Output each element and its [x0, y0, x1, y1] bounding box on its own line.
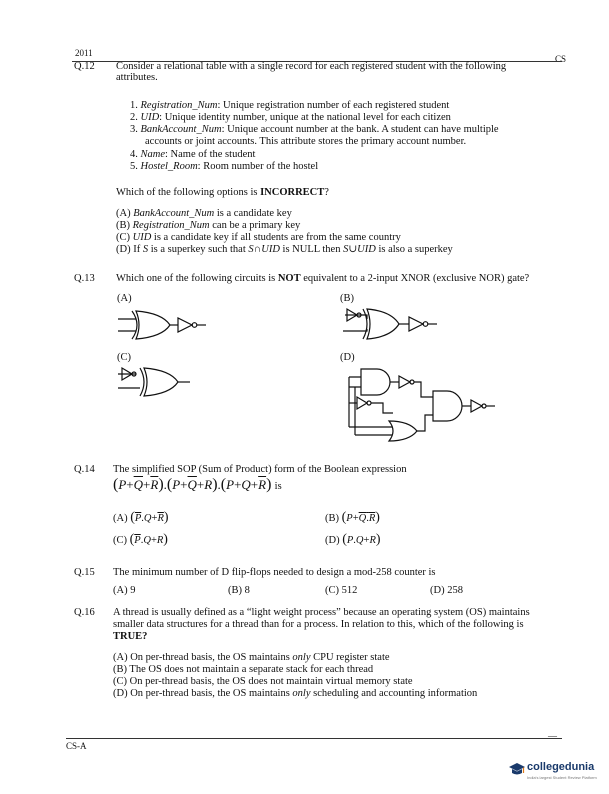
q12-number: Q.12 [74, 61, 95, 72]
q16-option-d: (D) On per-thread basis, the OS maintains only scheduling and accounting information [113, 688, 478, 699]
attribute-item: 4. Name: Name of the student [130, 149, 256, 160]
brand-name: collegedunia [527, 761, 595, 773]
q13-label-b: (B) [340, 293, 354, 304]
q16-stem-line3: TRUE? [113, 631, 148, 642]
footer-dash: — [548, 731, 557, 741]
q15-option-a: (A) 9 [113, 585, 136, 596]
q15-stem: The minimum number of D flip-flops needed to design a mod-258 counter is [113, 567, 436, 578]
q15-option-c: (C) 512 [325, 585, 358, 596]
attribute-item-continued: accounts or joint accounts. This attribute stores the primary account number. [145, 136, 467, 147]
q12-option-c: (C) UID is a candidate key if all students are from the same country [116, 232, 401, 243]
q16-option-b: (B) The OS does not maintain a separate stack for each thread [113, 664, 374, 675]
q12-stem-line2: attributes. [116, 72, 158, 83]
q12-stem-line1: Consider a relational table with a single record for each registered student with the following [116, 61, 507, 72]
q12-option-b: (B) Registration_Num can be a primary key [116, 220, 301, 231]
circuit-d-diagram [335, 365, 535, 460]
footer-code: CS-A [66, 741, 87, 751]
paper-code: CS [555, 54, 567, 64]
q16-option-a: (A) On per-thread basis, the OS maintains only CPU register state [113, 652, 390, 663]
q14-option-a: (A) $(\overline{P}.Q+\overline{R})$ [113, 510, 169, 525]
q13-label-a: (A) [117, 293, 132, 304]
q15-option-b: (B) 8 [228, 585, 250, 596]
attribute-item: 1. Registration_Num: Unique registration number of each registered student [130, 100, 450, 111]
attribute-item: 5. Hostel_Room: Room number of the hostel [130, 161, 319, 172]
q14-option-b: (B) (P+Q.R) [325, 510, 380, 525]
exam-year: 2011 [75, 48, 93, 58]
brand-tagline: India's largest Student Review Platform [527, 775, 597, 780]
q14-boolean-expression: $(P+\overline{Q}+\overline{R}).(P+\overline{Q}+R).(P+Q+\overline{R})$ is [113, 476, 282, 493]
footer-rule [66, 738, 562, 739]
q14-number: Q.14 [74, 464, 95, 475]
q13-stem: Which one of the following circuits is NOT equivalent to a 2-input XNOR (exclusive NOR) gate? [116, 273, 530, 284]
q14-option-d: (D) (P.Q+R) [325, 532, 381, 547]
circuit-c-diagram [110, 362, 220, 402]
q13-label-d: (D) [340, 352, 355, 363]
q12-question: Which of the following options is INCORRECT? [116, 187, 329, 198]
q15-option-d: (D) 258 [430, 585, 463, 596]
q16-number: Q.16 [74, 607, 95, 618]
circuit-b-diagram [335, 303, 475, 348]
attribute-item: 2. UID: Unique identity number, unique at the national level for each citizen [130, 112, 451, 123]
q12-option-d: (D) If S is a superkey such that S∩UID is NULL then S∪UID is also a superkey [116, 244, 453, 255]
q12-option-a: (A) BankAccount_Num is a candidate key [116, 208, 292, 219]
q14-stem: The simplified SOP (Sum of Product) form of the Boolean expression [113, 464, 407, 475]
q13-label-c: (C) [117, 352, 131, 363]
graduation-cap-icon [508, 762, 526, 778]
q16-stem-line1: A thread is usually defined as a “light weight process” because an operating system (OS) maintains [113, 607, 530, 618]
attribute-item: 3. BankAccount_Num: Unique account number at the bank. A student can have multiple [130, 124, 499, 135]
circuit-a-diagram [110, 305, 220, 345]
q13-number: Q.13 [74, 273, 95, 284]
q16-stem-line2: smaller data structures for a thread than for a process. In relation to this, which of the following is [113, 619, 524, 630]
q15-number: Q.15 [74, 567, 95, 578]
q16-option-c: (C) On per-thread basis, the OS does not maintain virtual memory state [113, 676, 413, 687]
q14-option-c: (C) $(\overline{P}.Q+R)$ [113, 532, 168, 547]
